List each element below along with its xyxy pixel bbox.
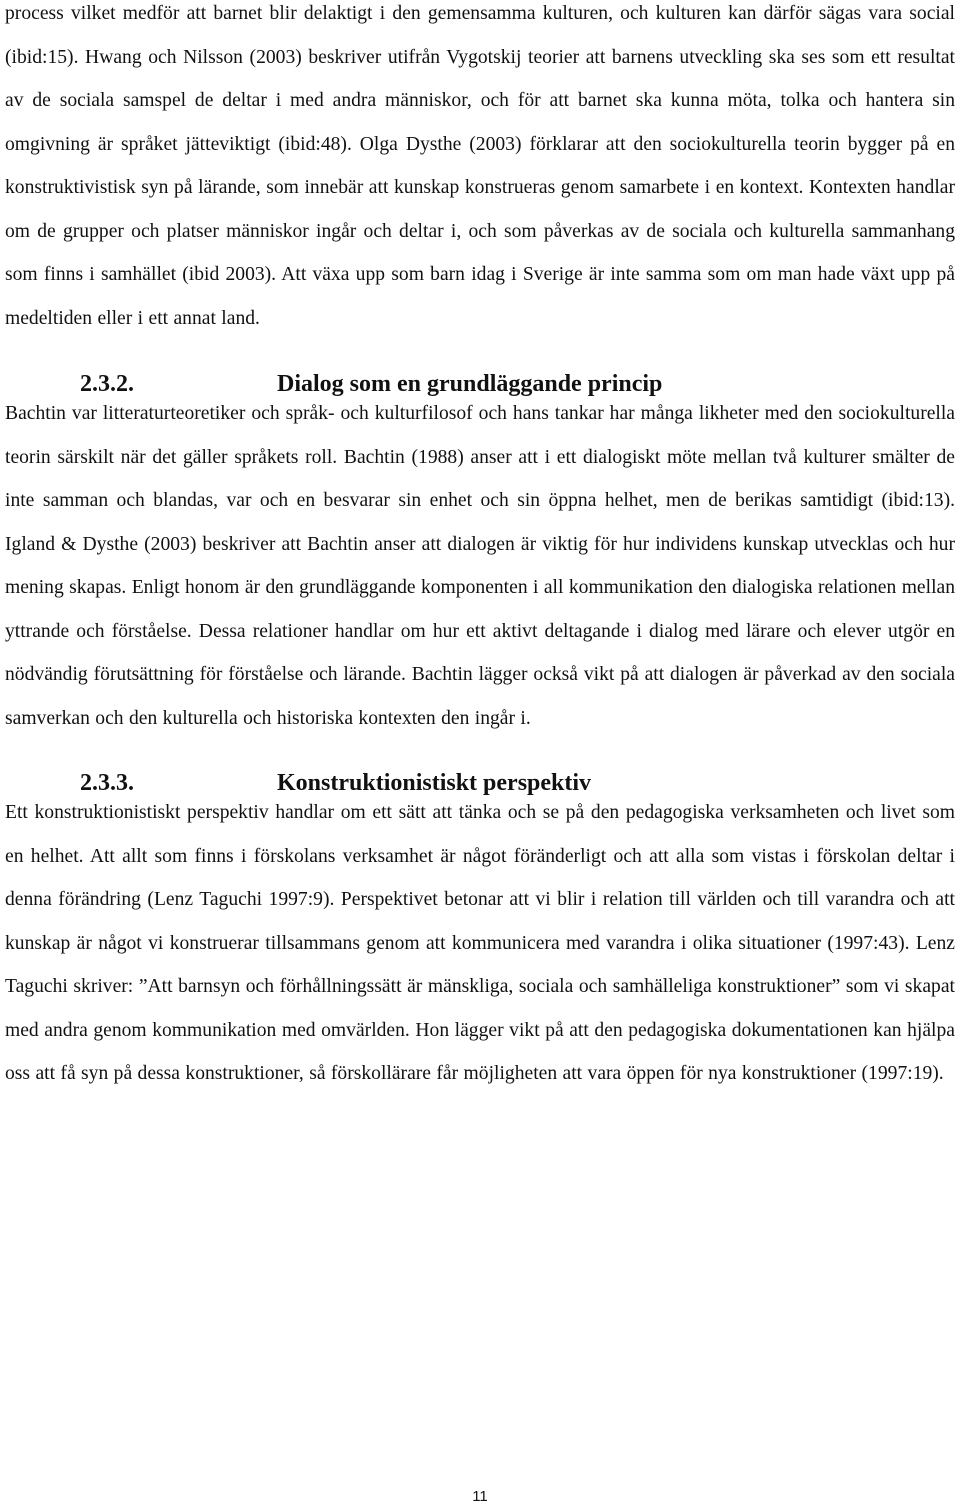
section-number: 2.3.2. [80,371,134,397]
section-title: Konstruktionistiskt perspektiv [277,770,592,796]
section-heading [5,372,955,396]
section-title: Dialog som en grundläggande princip [277,371,663,397]
section-heading [5,771,955,795]
body-paragraph: process vilket medför att barnet blir delaktigt i den gemensamma kulturen, och kulturen kan därför sägas vara social (ibid:15). Hwang och Nilsson (2003) beskriver utifrån Vygotskij teorier att barnens utveckling ska ses som ett resultat av de sociala samspel de deltar i med andra människor, och för att barnet ska kunna möta, tolka och hantera sin omgivning är språket jätteviktigt (ibid:48). Olga Dysthe (2003) förklarar att den sociokulturella teorin bygger på en konstruktivistisk syn på lärande, som innebär att kunskap konstrueras genom samarbete i en kontext. Kontexten handlar om de grupper och platser människor ingår och deltar i, och som påverkas av de sociala och kulturella sammanhang som finns i samhället (ibid 2003). Att växa upp som barn idag i Sverige är inte samma som om man hade växt upp på medeltiden eller i ett annat land. [5,3,955,329]
body-paragraph: Ett konstruktionistiskt perspektiv handlar om ett sätt att tänka och se på den pedagogiska verksamheten och livet som en helhet. Att allt som finns i förskolans verksamhet är något föränderligt och att alla som vistas i förskolan deltar i denna förändring (Lenz Taguchi 1997:9). Perspektivet betonar att vi blir i relation till världen och till varandra och att kunskap är något vi konstruerar tillsammans genom att kommunicera med varandra i olika situationer (1997:43). Lenz Taguchi skriver: ”Att barnsyn och förhållningssätt är mänskliga, sociala och samhälleliga konstruktioner” som vi skapat med andra genom kommunikation med omvärlden. Hon lägger vikt på att den pedagogiska dokumentationen kan hjälpa oss att få syn på dessa konstruktioner, så förskollärare får möjligheten att vara öppen för nya konstruktioner (1997:19). [5,802,955,1084]
body-paragraph: Bachtin var litteraturteoretiker och språk- och kulturfilosof och hans tankar har många likheter med den sociokulturella teorin särskilt när det gäller språkets roll. Bachtin (1988) anser att i ett dialogiskt möte mellan två kulturer smälter de inte samman och blandas, var och en besvarar sin enhet och sin öppna helhet, men de berikas samtidigt (ibid:13). Igland & Dysthe (2003) beskriver att Bachtin anser att dialogen är viktig för hur individens kunskap utvecklas och hur mening skapas. Enligt honom är den grundläggande komponenten i all kommunikation den dialogiska relationen mellan yttrande och förståelse. Dessa relationer handlar om hur ett aktivt deltagande i dialog med lärare och elever utgör en nödvändig förutsättning för förståelse och lärande. Bachtin lägger också vikt på att dialogen är påverkad av den sociala samverkan och den kulturella och historiska kontexten den ingår i. [5,403,956,729]
document-page [5,0,955,1096]
page-number: 11 [472,1488,488,1505]
section-number: 2.3.3. [80,770,134,796]
